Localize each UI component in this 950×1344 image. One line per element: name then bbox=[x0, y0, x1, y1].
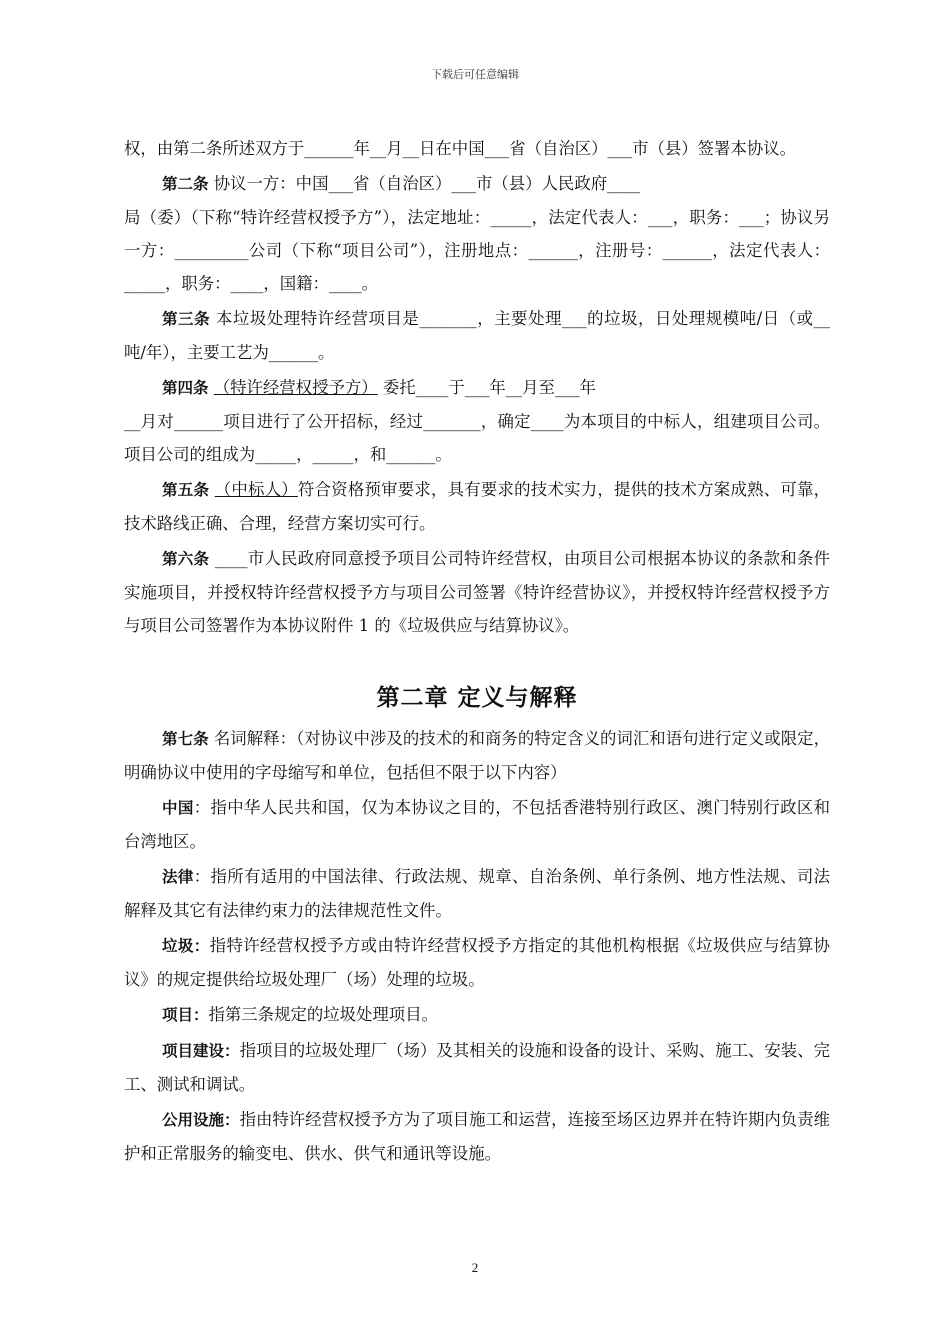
article-6-label: 第六条 bbox=[162, 550, 210, 568]
article-7-label: 第七条 bbox=[162, 730, 209, 748]
chapter-title: 第二章 定义与解释 bbox=[376, 685, 578, 711]
definition-term: 公用设施： bbox=[162, 1111, 240, 1129]
article-4-underlined: （特许经营权授予方） bbox=[213, 378, 378, 397]
article-4-label: 第四条 bbox=[162, 379, 209, 397]
article-3 bbox=[124, 302, 830, 369]
article-3-text: 本垃圾处理特许经营项目是_______，主要处理___的垃圾，日处理规模吨/日（或__吨/年），主要工艺为______。 bbox=[124, 309, 830, 362]
definition-construction bbox=[124, 1034, 830, 1101]
article-7-text: 名词解释：（对协议中涉及的技术的和商务的特定含义的词汇和语句进行定义或限定，明确协议中使用的字母缩写和单位，包括但不限于以下内容） bbox=[124, 729, 830, 782]
definition-law bbox=[124, 860, 830, 927]
article-6 bbox=[124, 542, 830, 642]
article-2-text-a: 协议一方：中国___省（自治区）___市（县）人民政府____ bbox=[208, 174, 640, 193]
article-7 bbox=[124, 722, 830, 789]
article-3-label: 第三条 bbox=[162, 310, 211, 328]
article-4 bbox=[124, 371, 830, 405]
page-number: 2 bbox=[471, 1260, 479, 1275]
definition-text: 指项目的垃圾处理厂（场）及其相关的设施和设备的设计、采购、施工、安装、完工、测试和调试。 bbox=[124, 1041, 830, 1094]
article-2-continued: 局（委）（下称“特许经营权授予方”），法定地址：_____，法定代表人：___，职务：___；协议另一方：_________公司（下称“项目公司”），注册地点：______，注册号：______，法定代表人：_____，职务：____，国籍：____。 bbox=[124, 208, 830, 293]
article-4-continued: __月对______项目进行了公开招标，经过_______，确定____为本项目的中标人，组建项目公司。项目公司的组成为_____，_____，和______。 bbox=[124, 412, 830, 464]
definition-china bbox=[124, 791, 830, 858]
article-5-text: 符合资格预审要求，具有要求的技术实力，提供的技术方案成熟、可靠，技术路线正确、合理，经营方案切实可行。 bbox=[124, 480, 831, 533]
definition-waste bbox=[124, 929, 830, 996]
article-2 bbox=[124, 167, 830, 201]
page-header: 下载后可任意编辑 bbox=[431, 68, 519, 81]
definition-text: 指特许经营权授予方或由特许经营权授予方指定的其他机构根据《垃圾供应与结算协议》的规定提供给垃圾处理厂（场）处理的垃圾。 bbox=[124, 936, 830, 989]
definition-text: ：指中华人民共和国，仅为本协议之目的，不包括香港特别行政区、澳门特别行政区和台湾地区。 bbox=[124, 798, 830, 851]
document-body bbox=[124, 132, 830, 1170]
definition-project bbox=[124, 998, 830, 1032]
article-6-text: ____市人民政府同意授予项目公司特许经营权，由项目公司根据本协议的条款和条件实施项目，并授权特许经营权授予方与项目公司签署《特许经营协议》，并授权特许经营权授予方与项目公司签署作为本协议附件 1 的《垃圾供应与结算协议》。 bbox=[124, 549, 830, 635]
definition-text: 指由特许经营权授予方为了项目施工和运营，连接至场区边界并在特许期内负责维护和正常服务的输变电、供水、供气和通讯等设施。 bbox=[124, 1110, 830, 1163]
definition-term: 项目建设： bbox=[162, 1042, 240, 1060]
article-5-label: 第五条 bbox=[162, 481, 210, 499]
definition-term: 垃圾： bbox=[162, 937, 210, 955]
article-5 bbox=[124, 473, 830, 540]
definition-term: 项目： bbox=[162, 1006, 209, 1024]
article-4-text-a: 委托____于___年__月至___年 bbox=[377, 378, 596, 397]
article-5-underlined: （中标人） bbox=[214, 480, 298, 499]
article-2-label: 第二条 bbox=[162, 175, 209, 193]
definition-term: 中国 bbox=[162, 799, 194, 817]
definition-text: 指第三条规定的垃圾处理项目。 bbox=[208, 1005, 438, 1024]
definition-utilities bbox=[124, 1103, 830, 1170]
intro-paragraph: 权，由第二条所述双方于______年__月__日在中国___省（自治区）___市（县）签署本协议。 bbox=[124, 139, 797, 158]
definition-text: ：指所有适用的中国法律、行政法规、规章、自治条例、单行条例、地方性法规、司法解释及其它有法律约束力的法律规范性文件。 bbox=[124, 867, 830, 920]
definition-term: 法律 bbox=[162, 868, 194, 886]
